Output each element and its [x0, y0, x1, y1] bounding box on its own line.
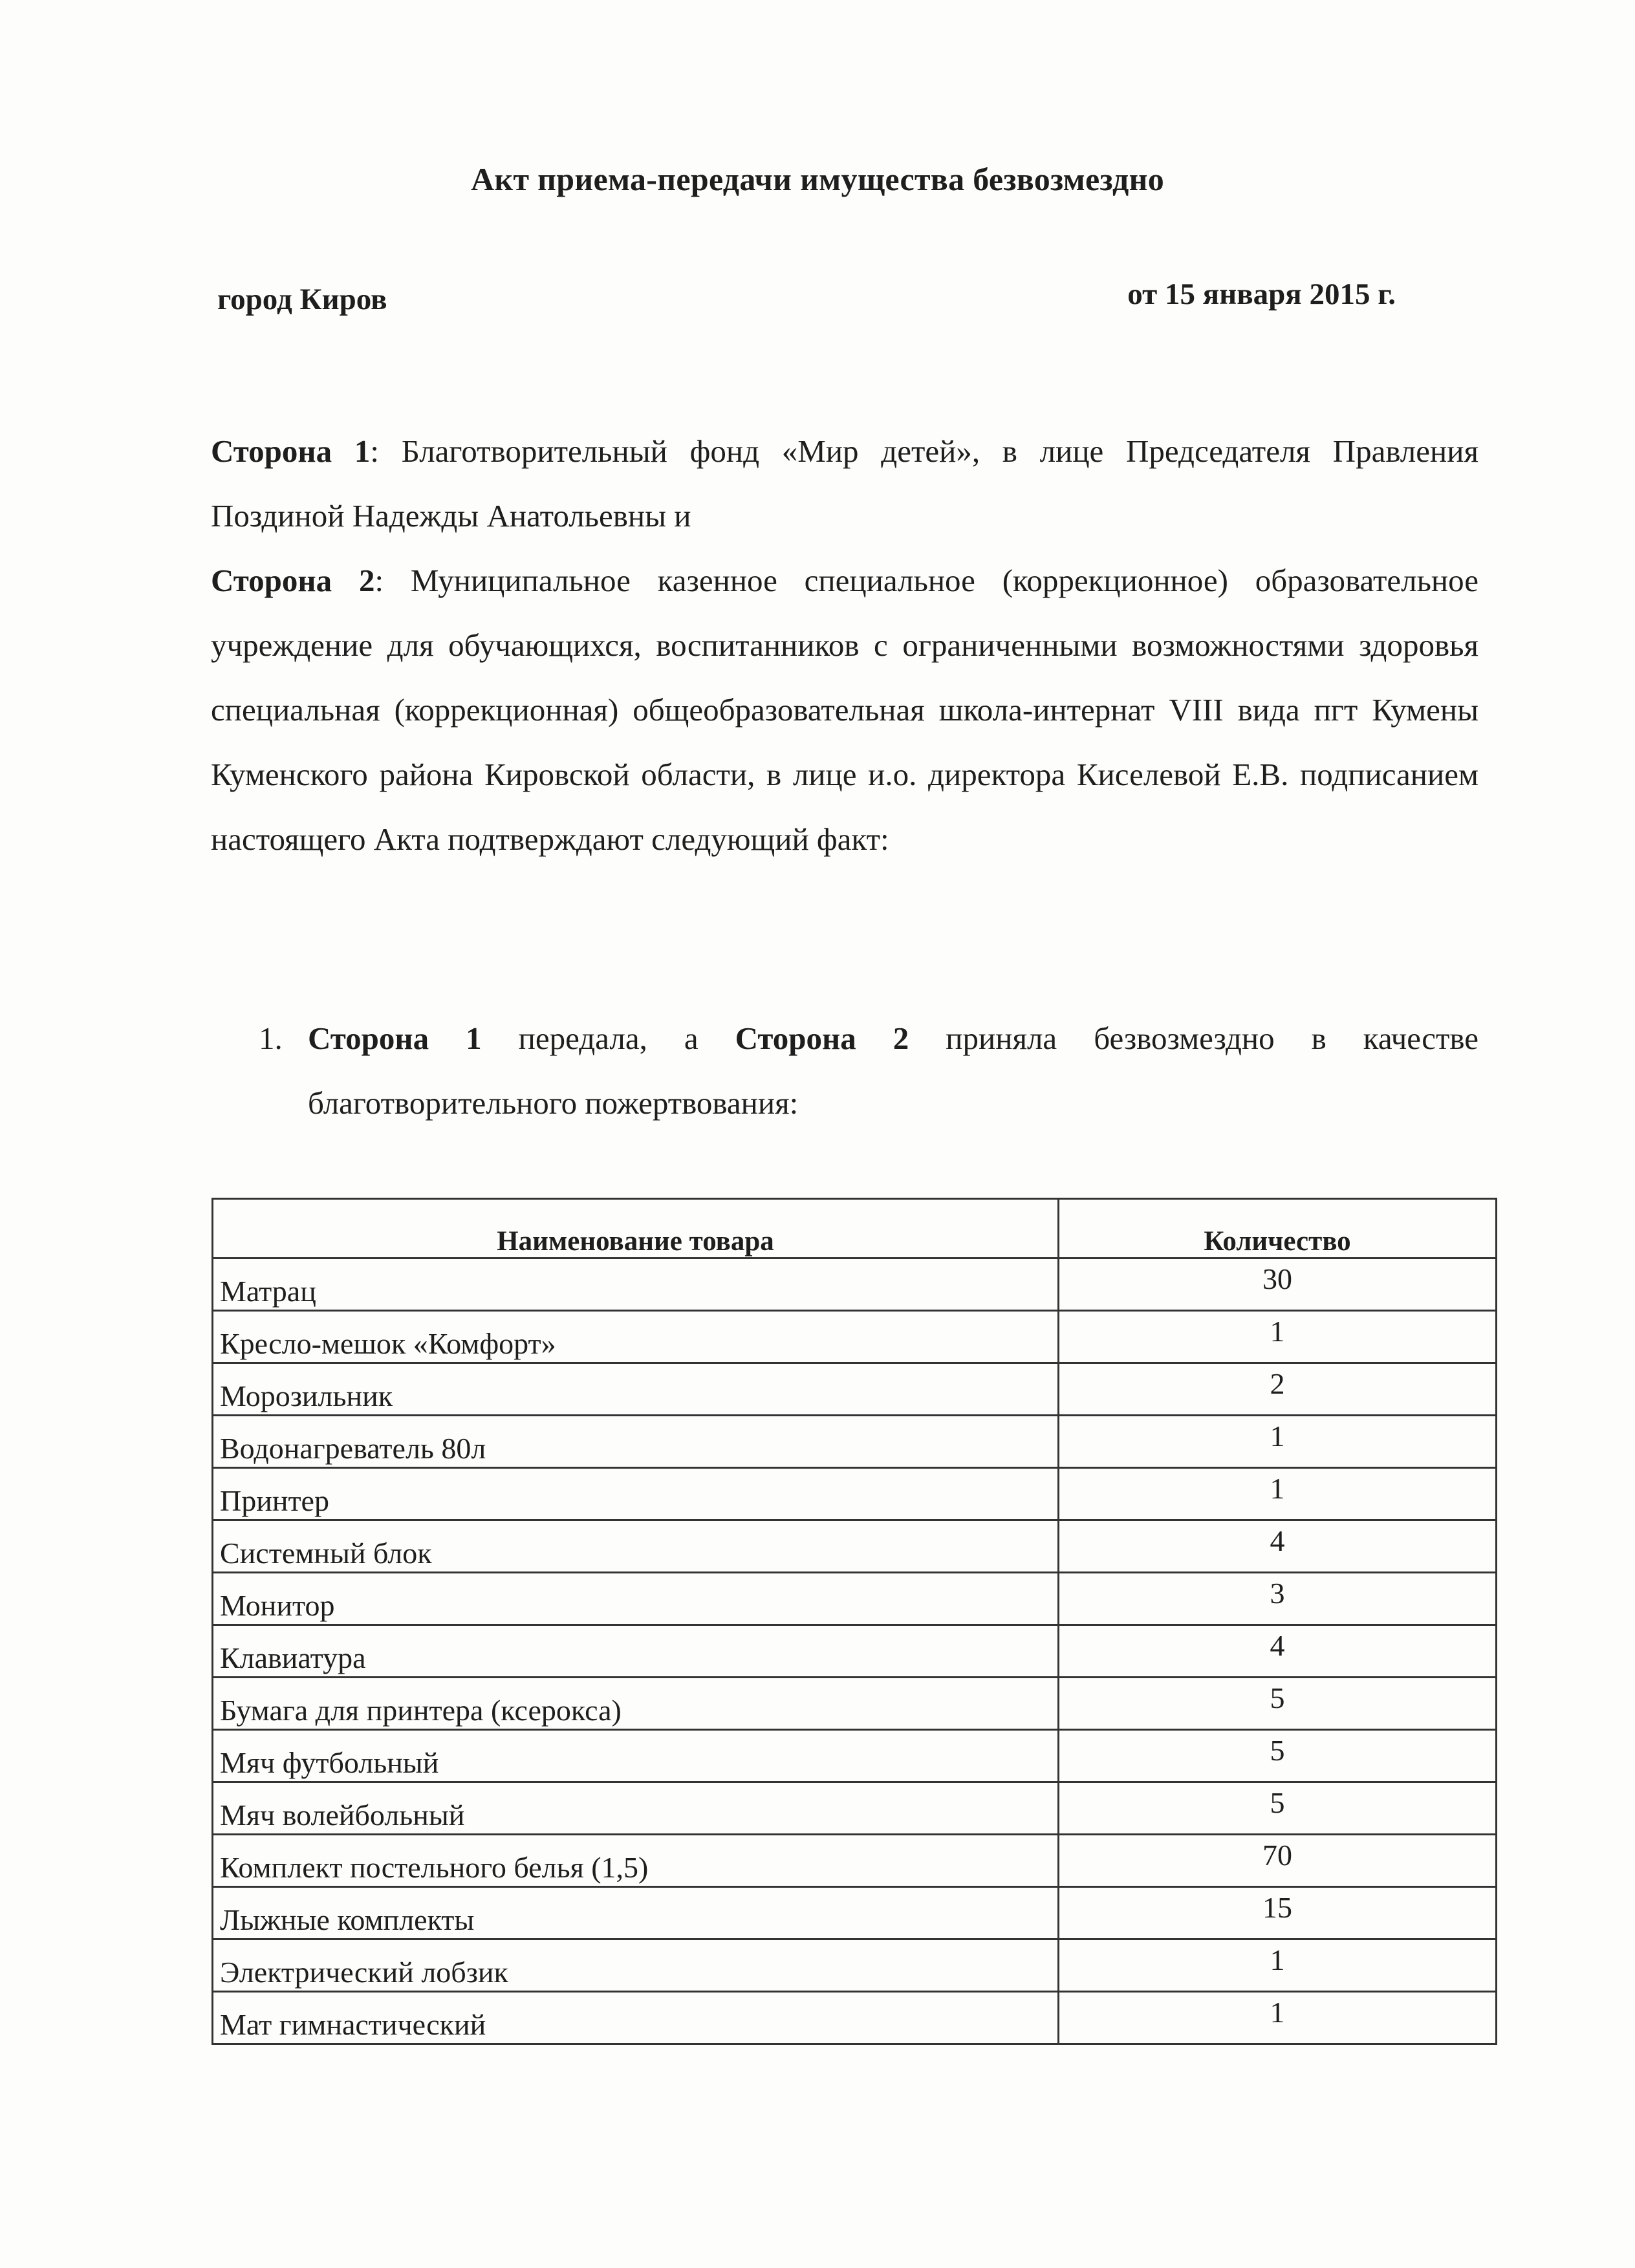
- clause-side-1: Сторона 1: [308, 1021, 482, 1056]
- table-row: [213, 1363, 1497, 1416]
- table-row: [213, 1416, 1497, 1468]
- item-name-cell: Принтер: [213, 1468, 1059, 1520]
- party-2-text: : Муниципальное казенное специальное (коррекционное) образовательное учреждение для обучающихся, воспитанников с ограниченными возможностями здоровья специальная (коррекционная) общеобразовательная школа-интернат VIII вида пгт Кумены Куменского района Кировской области, в лице и.о. директора Киселевой Е.В. подписанием настоящего Акта подтверждают следующий факт:: [211, 563, 1478, 857]
- item-qty-cell: 1: [1059, 1992, 1497, 2044]
- clause-text-a: передала, а: [481, 1021, 735, 1056]
- party-1-text: : Благотворительный фонд «Мир детей», в лице Председателя Правления Поздиной Надежды Анатольевны и: [211, 433, 1478, 534]
- party-2-label: Сторона 2: [211, 563, 375, 598]
- parties-section: [211, 419, 1478, 872]
- item-qty-cell: 3: [1059, 1573, 1497, 1625]
- item-name-cell: Кресло-мешок «Комфорт»: [213, 1311, 1059, 1363]
- party-1-label: Сторона 1: [211, 433, 371, 469]
- item-qty-cell: 70: [1059, 1835, 1497, 1887]
- table-row: [213, 1625, 1497, 1678]
- item-name-cell: Системный блок: [213, 1520, 1059, 1573]
- table-row: [213, 1992, 1497, 2044]
- item-qty-cell: 4: [1059, 1520, 1497, 1573]
- goods-table: [211, 1198, 1497, 2045]
- table-row: [213, 1835, 1497, 1887]
- clause-side-2: Сторона 2: [735, 1021, 909, 1056]
- table-row: [213, 1573, 1497, 1625]
- item-qty-cell: 1: [1059, 1939, 1497, 1992]
- item-qty-cell: 1: [1059, 1311, 1497, 1363]
- header-name: Наименование товара: [213, 1199, 1059, 1258]
- clause-text-b: приняла безвозмездно в качестве благотворительного пожертвования:: [308, 1021, 1479, 1121]
- item-name-cell: Матрац: [213, 1258, 1059, 1311]
- item-name-cell: Морозильник: [213, 1363, 1059, 1416]
- clause-text: [308, 1006, 1478, 1136]
- document-title: Акт приема-передачи имущества безвозмездно: [470, 161, 1165, 197]
- table-row: [213, 1887, 1497, 1939]
- item-name-cell: Водонагреватель 80л: [213, 1416, 1059, 1468]
- item-name-cell: Бумага для принтера (ксерокса): [213, 1678, 1059, 1730]
- item-qty-cell: 1: [1059, 1416, 1497, 1468]
- item-qty-cell: 1: [1059, 1468, 1497, 1520]
- table-row: [213, 1730, 1497, 1782]
- clause-1: [259, 1006, 1478, 1136]
- item-name-cell: Электрический лобзик: [213, 1939, 1059, 1992]
- item-name-cell: Мат гимнастический: [213, 1992, 1059, 2044]
- document-date: от 15 января 2015 г.: [1127, 277, 1396, 311]
- item-qty-cell: 5: [1059, 1730, 1497, 1782]
- clause-number: 1.: [259, 1021, 283, 1056]
- table-row: [213, 1782, 1497, 1835]
- item-qty-cell: 15: [1059, 1887, 1497, 1939]
- table-row: [213, 1468, 1497, 1520]
- item-qty-cell: 5: [1059, 1782, 1497, 1835]
- item-name-cell: Комплект постельного белья (1,5): [213, 1835, 1059, 1887]
- party-1-paragraph: [211, 419, 1478, 548]
- item-qty-cell: 5: [1059, 1678, 1497, 1730]
- item-qty-cell: 2: [1059, 1363, 1497, 1416]
- table-row: [213, 1520, 1497, 1573]
- item-name-cell: Мяч футбольный: [213, 1730, 1059, 1782]
- item-name-cell: Монитор: [213, 1573, 1059, 1625]
- party-2-paragraph: [211, 548, 1478, 872]
- document-city: город Киров: [217, 283, 387, 316]
- item-name-cell: Мяч волейбольный: [213, 1782, 1059, 1835]
- table-row: [213, 1311, 1497, 1363]
- item-name-cell: Лыжные комплекты: [213, 1887, 1059, 1939]
- item-qty-cell: 4: [1059, 1625, 1497, 1678]
- item-name-cell: Клавиатура: [213, 1625, 1059, 1678]
- table-header-row: [213, 1199, 1497, 1258]
- item-qty-cell: 30: [1059, 1258, 1497, 1311]
- table-row: [213, 1258, 1497, 1311]
- table-row: [213, 1939, 1497, 1992]
- table-row: [213, 1678, 1497, 1730]
- header-qty: Количество: [1059, 1199, 1497, 1258]
